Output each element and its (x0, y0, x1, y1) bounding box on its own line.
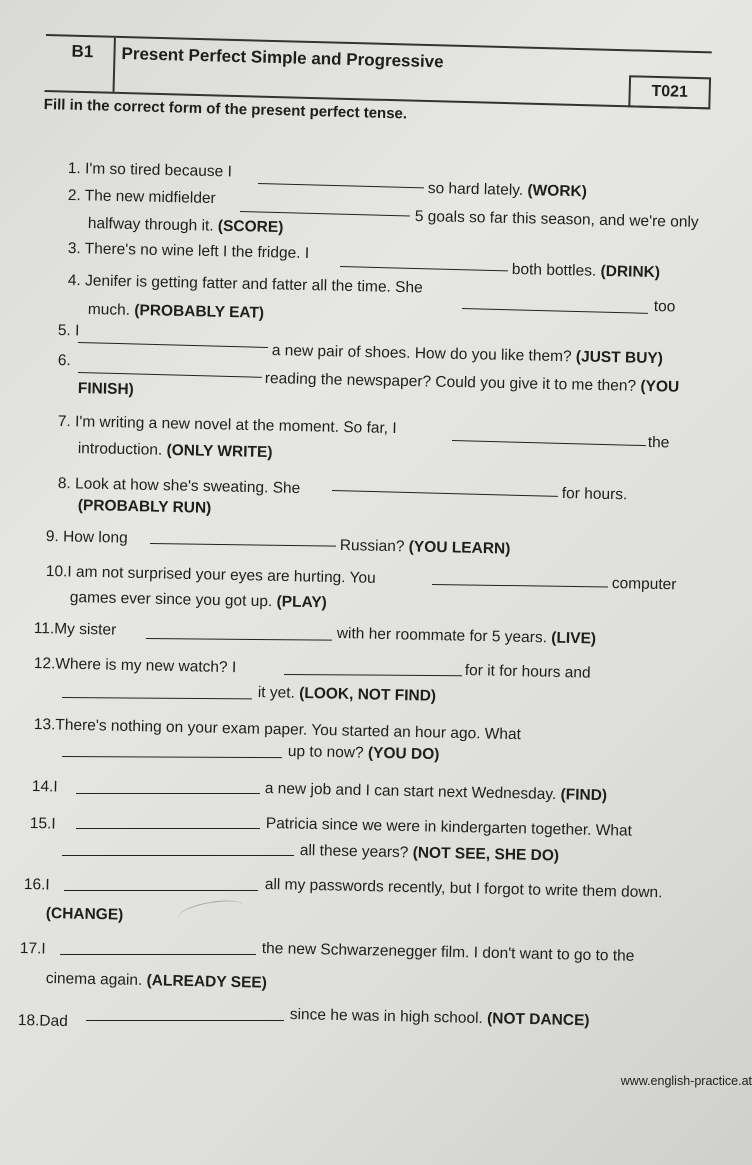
exercise-text: 10.I am not surprised your eyes are hurting. You (45, 563, 376, 587)
answer-blank[interactable] (146, 638, 332, 641)
answer-blank[interactable] (62, 855, 294, 856)
exercise-text: games ever since you got up. (PLAY) (69, 589, 327, 612)
exercise-text: Russian? (YOU LEARN) (339, 537, 511, 558)
exercise-text: all my passwords recently, but I forgot to write them down. (264, 876, 663, 902)
instruction: Fill in the correct form of the present perfect tense. (43, 96, 408, 123)
exercise-text: 2. The new midfielder (67, 187, 216, 208)
level-label: B1 (45, 36, 116, 92)
exercise-text: 18.Dad (17, 1012, 68, 1031)
exercise-text: 16.I (23, 876, 50, 894)
exercise-text: 15.I (29, 815, 56, 833)
answer-blank[interactable] (150, 543, 336, 547)
answer-blank[interactable] (76, 828, 260, 829)
exercise-text: FINISH) (77, 380, 134, 399)
answer-blank[interactable] (340, 266, 508, 271)
answer-blank[interactable] (76, 793, 260, 794)
exercise-text: reading the newspaper? Could you give it to me then? (YOU (264, 370, 680, 396)
exercise-text: 5 goals so far this season, and we're only (414, 208, 699, 231)
exercise-text: the (647, 434, 670, 452)
exercise-text: 1. I'm so tired because I (67, 160, 233, 181)
exercise-text: 11.My sister (33, 620, 117, 639)
pencil-mark (177, 896, 245, 926)
exercise-text: 7. I'm writing a new novel at the moment. So far, I (57, 413, 397, 438)
exercise-text: Patricia since we were in kindergarten together. What (265, 815, 633, 840)
answer-blank[interactable] (60, 954, 256, 955)
exercise-text: 12.Where is my new watch? I (33, 655, 237, 677)
exercise-text: a new job and I can start next Wednesday. (FIND) (264, 780, 608, 805)
answer-blank[interactable] (64, 890, 258, 891)
exercise-text: so hard lately. (WORK) (427, 180, 588, 201)
answer-blank[interactable] (258, 183, 424, 188)
exercise-text: a new pair of shoes. How do you like them? (JUST BUY) (271, 342, 664, 368)
exercise-text: halfway through it. (SCORE) (87, 215, 284, 237)
exercise-text: 8. Look at how she's sweating. She (57, 475, 301, 498)
exercise-text: computer (611, 575, 677, 594)
exercise-text: 5. I (57, 322, 80, 340)
answer-blank[interactable] (462, 308, 648, 314)
exercise-text: the new Schwarzenegger film. I don't want to go to the (261, 940, 635, 965)
answer-blank[interactable] (86, 1020, 284, 1021)
answer-blank[interactable] (62, 756, 282, 758)
exercise-text: with her roommate for 5 years. (LIVE) (336, 625, 597, 648)
exercise-text: cinema again. (ALREADY SEE) (45, 970, 268, 992)
exercise-text: too (653, 298, 676, 316)
exercise-text: 3. There's no wine left I the fridge. I (67, 240, 310, 263)
answer-blank[interactable] (452, 440, 646, 446)
answer-blank[interactable] (78, 372, 262, 378)
answer-blank[interactable] (78, 342, 268, 348)
exercise-text: both bottles. (DRINK) (511, 261, 661, 282)
exercise-text: 13.There's nothing on your exam paper. You started an hour ago. What (33, 716, 522, 744)
answer-blank[interactable] (240, 211, 410, 216)
footer-url: www.english-practice.at (620, 1074, 752, 1088)
answer-blank[interactable] (62, 697, 252, 699)
answer-blank[interactable] (284, 674, 462, 676)
exercise-text: 4. Jenifer is getting fatter and fatter all the time. She (67, 272, 423, 297)
worksheet-code: T021 (628, 75, 711, 109)
answer-blank[interactable] (332, 490, 558, 497)
exercise-text: for hours. (561, 485, 628, 504)
exercise-text: all these years? (NOT SEE, SHE DO) (299, 842, 560, 865)
exercise-text: much. (PROBABLY EAT) (87, 301, 265, 322)
exercise-text: 14.I (31, 778, 58, 796)
answer-blank[interactable] (432, 584, 608, 587)
exercise-text: it yet. (LOOK, NOT FIND) (257, 684, 437, 705)
exercise-text: (CHANGE) (45, 905, 124, 924)
exercise-text: 9. How long (45, 528, 128, 547)
exercise-text: 6. (57, 352, 71, 370)
exercise-text: introduction. (ONLY WRITE) (77, 440, 273, 462)
exercise-text: since he was in high school. (NOT DANCE) (289, 1006, 590, 1030)
exercise-text: (PROBABLY RUN) (77, 497, 212, 517)
exercise-text: for it for hours and (464, 662, 591, 682)
worksheet-title: Present Perfect Simple and Progressive (121, 43, 444, 72)
exercise-text: up to now? (YOU DO) (287, 743, 440, 764)
exercise-text: 17.I (19, 940, 46, 958)
